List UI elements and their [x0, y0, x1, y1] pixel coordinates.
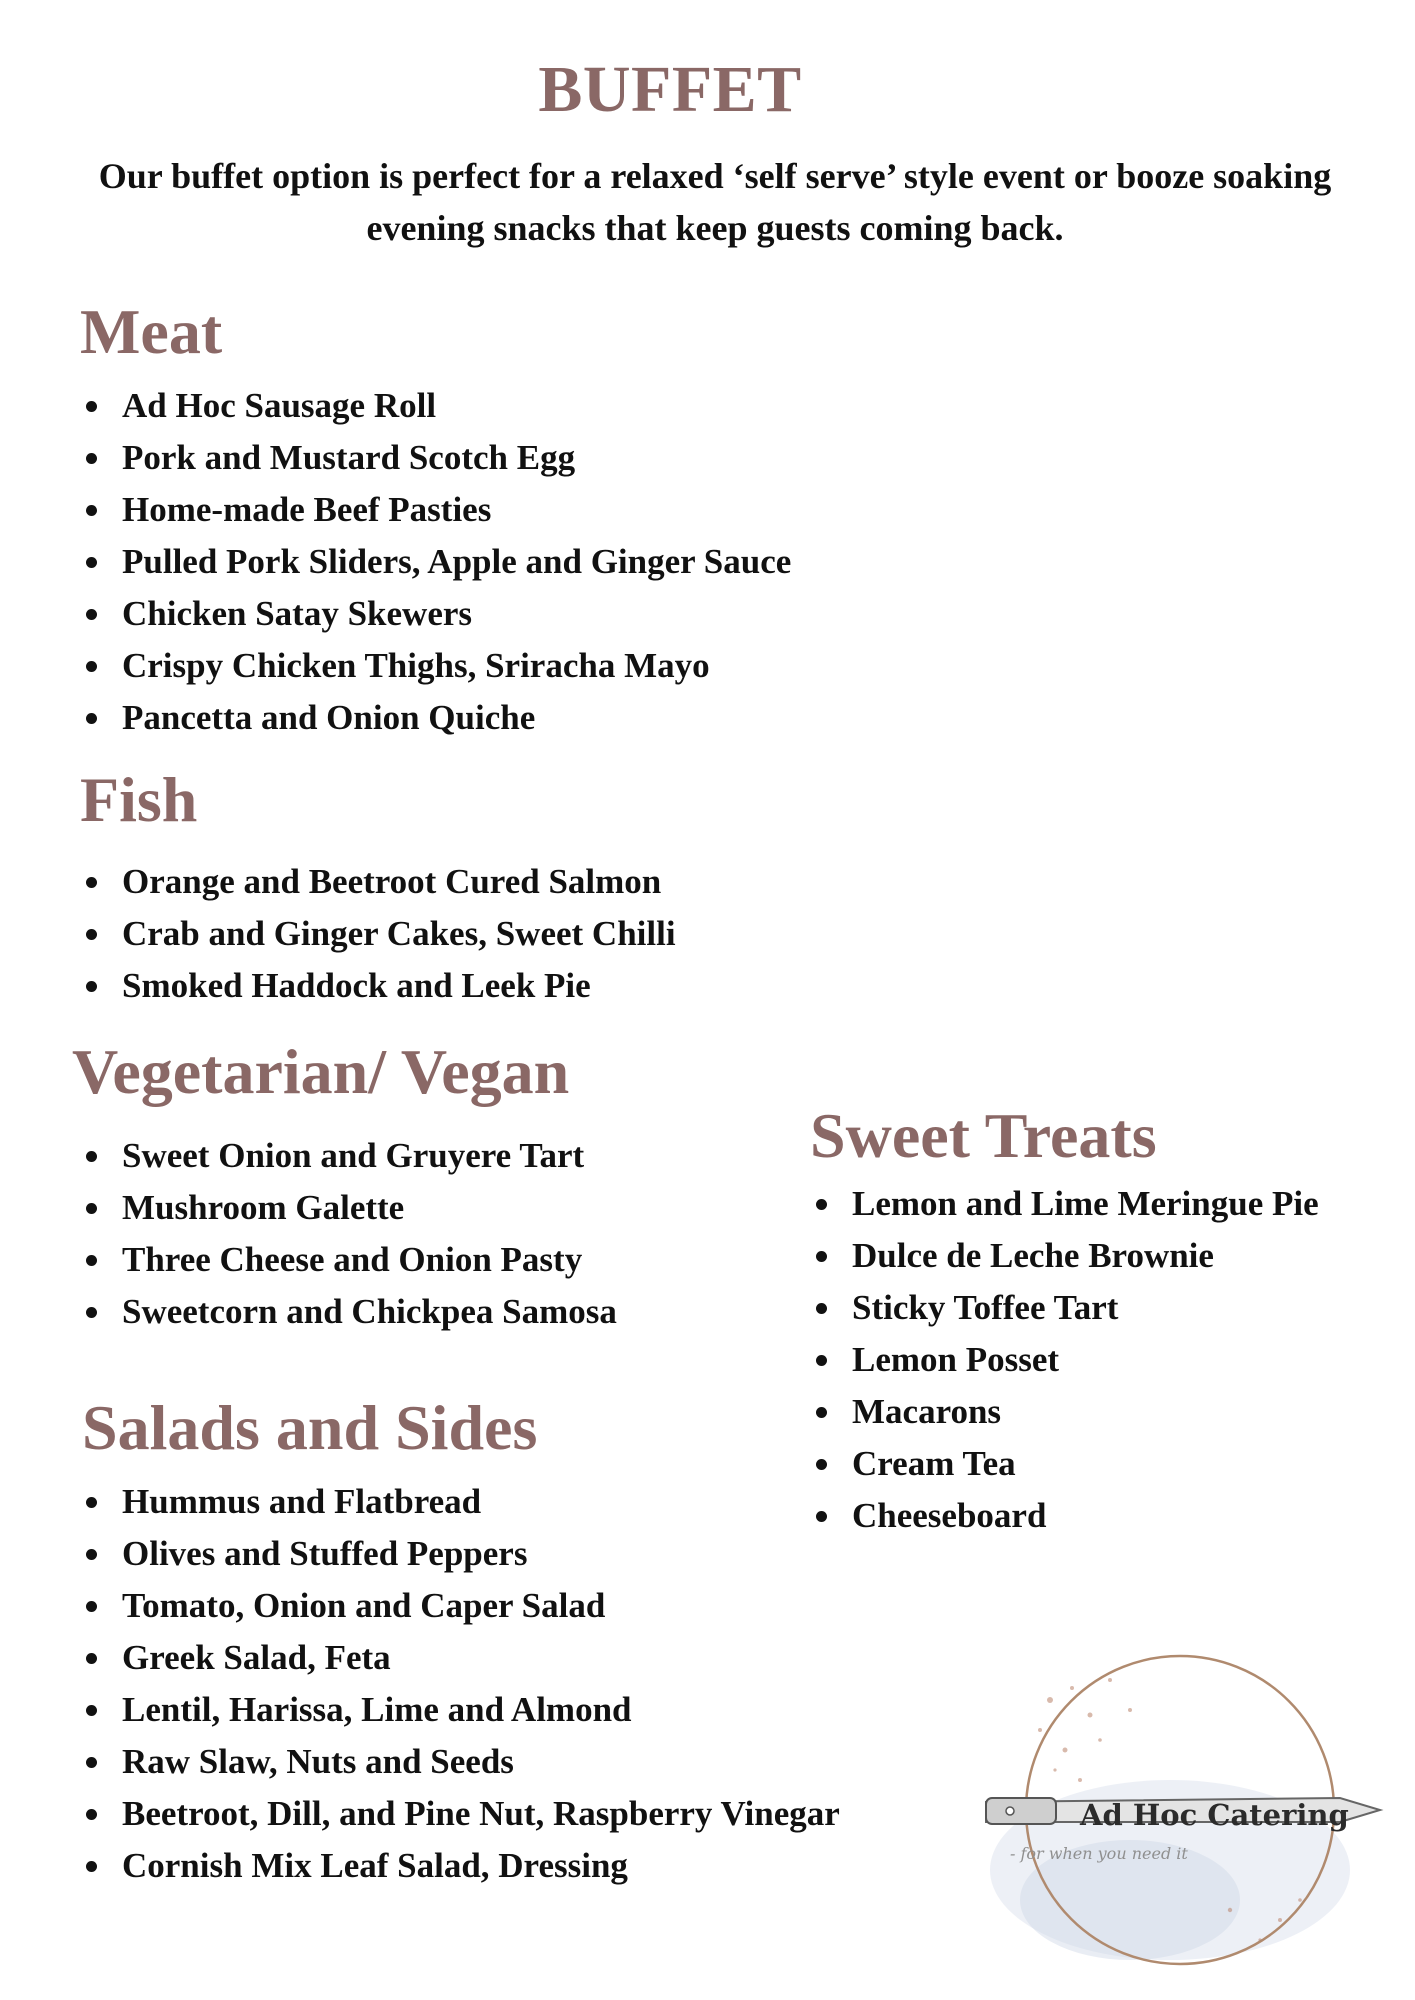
list-item-label: Cornish Mix Leaf Salad, Dressing	[122, 1846, 628, 1885]
list-item	[80, 908, 676, 960]
bullet-icon	[86, 1861, 97, 1872]
list-item	[80, 1736, 840, 1788]
list-item-label: Tomato, Onion and Caper Salad	[122, 1586, 606, 1625]
bullet-icon	[86, 505, 97, 516]
list-item-label: Beetroot, Dill, and Pine Nut, Raspberry Vinegar	[122, 1794, 840, 1833]
bullet-icon	[86, 661, 97, 672]
list-item-label: Pancetta and Onion Quiche	[122, 698, 536, 737]
bullet-icon	[86, 713, 97, 724]
list-item	[80, 1528, 840, 1580]
list-item	[80, 1632, 840, 1684]
list-item	[80, 1182, 617, 1234]
list-item-label: Macarons	[852, 1392, 1002, 1431]
bullet-icon	[86, 1497, 97, 1508]
list-item-label: Ad Hoc Sausage Roll	[122, 386, 437, 425]
list-item	[810, 1334, 1319, 1386]
bullet-icon	[816, 1303, 827, 1314]
salads-list	[80, 1476, 840, 1892]
bullet-icon	[816, 1251, 827, 1262]
meat-section	[80, 296, 791, 744]
bullet-icon	[86, 1757, 97, 1768]
bullet-icon	[86, 1601, 97, 1612]
bullet-icon	[86, 401, 97, 412]
list-item	[80, 1788, 840, 1840]
intro-text: Our buffet option is perfect for a relaxed ‘self serve’ style event or booze soaking evening snacks that keep guests coming back.	[98, 156, 1332, 248]
logo-name: Ad Hoc Catering	[1080, 1798, 1349, 1832]
list-item	[80, 536, 791, 588]
page-title: BUFFET	[538, 53, 802, 126]
list-item	[80, 432, 791, 484]
list-item	[810, 1230, 1319, 1282]
list-item-label: Smoked Haddock and Leek Pie	[122, 966, 591, 1005]
list-item	[810, 1282, 1319, 1334]
list-item-label: Sticky Toffee Tart	[852, 1288, 1119, 1327]
list-item-label: Chicken Satay Skewers	[122, 594, 473, 633]
bullet-icon	[816, 1407, 827, 1418]
bullet-icon	[86, 1255, 97, 1266]
bullet-icon	[86, 1307, 97, 1318]
list-item	[80, 640, 791, 692]
fish-heading: Fish	[80, 764, 198, 835]
list-item-label: Sweet Onion and Gruyere Tart	[122, 1136, 585, 1175]
list-item-label: Sweetcorn and Chickpea Samosa	[122, 1292, 617, 1331]
list-item-label: Lemon and Lime Meringue Pie	[852, 1184, 1319, 1223]
fish-section	[80, 764, 676, 1012]
meat-heading: Meat	[80, 296, 223, 367]
list-item-label: Raw Slaw, Nuts and Seeds	[122, 1742, 514, 1781]
sweets-list	[810, 1178, 1319, 1542]
list-item	[80, 1234, 617, 1286]
bullet-icon	[86, 1809, 97, 1820]
list-item	[810, 1178, 1319, 1230]
bullet-icon	[86, 929, 97, 940]
list-item	[80, 380, 791, 432]
sweets-heading: Sweet Treats	[810, 1100, 1157, 1171]
list-item-label: Mushroom Galette	[122, 1188, 405, 1227]
list-item	[80, 1684, 840, 1736]
list-item	[810, 1386, 1319, 1438]
salads-heading: Salads and Sides	[82, 1392, 538, 1463]
list-item-label: Home-made Beef Pasties	[122, 490, 492, 529]
bullet-icon	[86, 1151, 97, 1162]
list-item-label: Cream Tea	[852, 1444, 1016, 1483]
bullet-icon	[86, 557, 97, 568]
list-item	[80, 960, 676, 1012]
list-item-label: Cheeseboard	[852, 1496, 1047, 1535]
list-item-label: Three Cheese and Onion Pasty	[122, 1240, 583, 1279]
vegetarian-list	[80, 1130, 617, 1338]
list-item	[80, 692, 791, 744]
bullet-icon	[86, 1549, 97, 1560]
list-item	[810, 1438, 1319, 1490]
bullet-icon	[86, 877, 97, 888]
list-item	[80, 1286, 617, 1338]
meat-list	[80, 380, 791, 744]
list-item-label: Crispy Chicken Thighs, Sriracha Mayo	[122, 646, 710, 685]
list-item	[80, 588, 791, 640]
list-item	[80, 1580, 840, 1632]
bullet-icon	[816, 1355, 827, 1366]
bullet-icon	[86, 453, 97, 464]
fish-list	[80, 856, 676, 1012]
bullet-icon	[816, 1511, 827, 1522]
bullet-icon	[86, 1705, 97, 1716]
bullet-icon	[86, 1203, 97, 1214]
list-item-label: Hummus and Flatbread	[122, 1482, 482, 1521]
list-item	[80, 1476, 840, 1528]
bullet-icon	[86, 981, 97, 992]
list-item-label: Lemon Posset	[852, 1340, 1060, 1379]
vegetarian-section	[72, 1036, 617, 1338]
salads-section	[82, 1392, 840, 1892]
vegetarian-heading: Vegetarian/ Vegan	[72, 1036, 570, 1107]
list-item-label: Olives and Stuffed Peppers	[122, 1534, 528, 1573]
list-item	[80, 1840, 840, 1892]
list-item	[80, 1130, 617, 1182]
list-item-label: Lentil, Harissa, Lime and Almond	[122, 1690, 632, 1729]
list-item-label: Pulled Pork Sliders, Apple and Ginger Sauce	[122, 542, 792, 581]
logo-tagline: - for when you need it	[1010, 1844, 1188, 1863]
list-item-label: Greek Salad, Feta	[122, 1638, 391, 1677]
list-item	[80, 484, 791, 536]
bullet-icon	[816, 1199, 827, 1210]
ad-hoc-catering-logo	[980, 1640, 1400, 1980]
list-item-label: Crab and Ginger Cakes, Sweet Chilli	[122, 914, 676, 953]
sweets-section	[810, 1100, 1319, 1542]
list-item	[80, 856, 676, 908]
list-item-label: Dulce de Leche Brownie	[852, 1236, 1214, 1275]
bullet-icon	[86, 609, 97, 620]
list-item	[810, 1490, 1319, 1542]
bullet-icon	[86, 1653, 97, 1664]
list-item-label: Orange and Beetroot Cured Salmon	[122, 862, 662, 901]
list-item-label: Pork and Mustard Scotch Egg	[122, 438, 576, 477]
bullet-icon	[816, 1459, 827, 1470]
